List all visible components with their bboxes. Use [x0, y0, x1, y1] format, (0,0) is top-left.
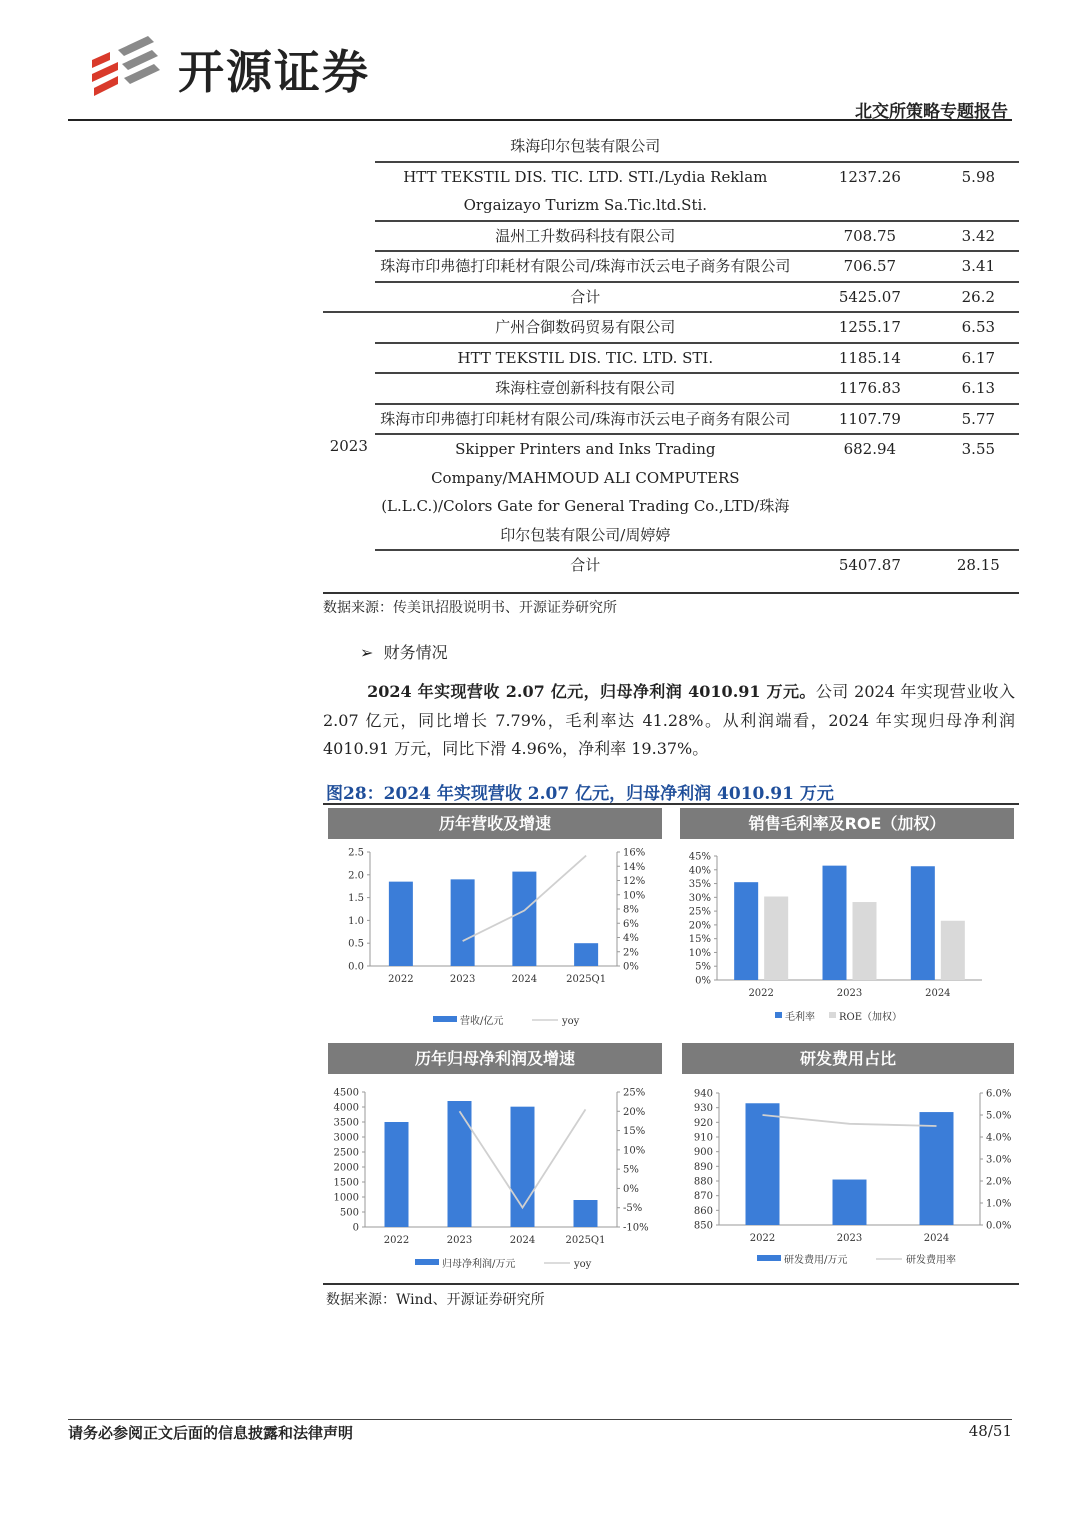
- table-cell-name: HTT TEKSTIL DIS. TIC. LTD. STI.: [375, 343, 796, 374]
- x-tick-label: 2024: [923, 1233, 950, 1244]
- table-cell-name: 珠海柱壹创新科技有限公司: [375, 373, 796, 404]
- y-tick-label-right: 3.0%: [986, 1154, 1012, 1166]
- table-cell-share: 3.42: [944, 221, 1019, 252]
- figure-top-rule: [323, 803, 1019, 805]
- x-tick-label: 2022: [383, 1235, 410, 1246]
- report-type: 北交所策略专题报告: [855, 102, 1008, 122]
- y-tick-label-left: 20%: [688, 920, 711, 932]
- y-tick-label-left: 890: [693, 1161, 713, 1173]
- y-tick-label-left: 860: [693, 1205, 713, 1217]
- table-row-total: [323, 550, 1019, 580]
- x-tick-label: 2023: [836, 988, 863, 999]
- y-tick-label-right: 4.0%: [986, 1132, 1012, 1144]
- bar-毛利率: [911, 866, 935, 980]
- legend-label: 毛利率: [785, 1012, 815, 1023]
- y-tick-label-left: 25%: [688, 906, 711, 918]
- section-heading-text: 财务情况: [383, 643, 448, 662]
- legend-bar-swatch: [829, 1012, 836, 1018]
- legend-bar-swatch: [775, 1012, 782, 1018]
- figure-source: 数据来源：Wind、开源证券研究所: [326, 1292, 545, 1308]
- y-tick-label-right: 14%: [623, 861, 646, 873]
- chart-revenue: [325, 842, 665, 1042]
- chart4-title: 研发费用占比: [682, 1043, 1014, 1074]
- x-tick-label: 2025Q1: [566, 974, 607, 985]
- y-tick-label-left: 1500: [333, 1177, 359, 1189]
- y-tick-label-left: 920: [693, 1117, 713, 1129]
- header-divider: [68, 119, 1012, 121]
- y-tick-label-left: 10%: [688, 947, 711, 959]
- table-cell-amount: 1107.79: [796, 404, 944, 435]
- table-cell-amount: 5407.87: [838, 556, 901, 574]
- bar-营收/亿元: [389, 882, 413, 966]
- y-tick-label-left: 850: [693, 1220, 713, 1232]
- bar-研发费用/万元: [746, 1103, 780, 1225]
- x-tick-label: 2025Q1: [565, 1235, 606, 1246]
- y-tick-label-left: 3500: [333, 1117, 359, 1129]
- y-tick-label-right: 1.0%: [986, 1198, 1012, 1210]
- paragraph-text: 公司 2024 年实现营业收入 2.07 亿元，同比增长 7.79%，毛利率达 41.28%。从利润端看，2024 年实现归母净利润 4010.91 万元，同比下滑 4.96%，净利率 19.37%。: [323, 682, 1015, 758]
- y-tick-label-right: 0%: [623, 961, 639, 973]
- y-tick-label-left: 4500: [333, 1087, 359, 1099]
- legend-label: 研发费用率: [906, 1255, 956, 1266]
- y-tick-label-right: 10%: [623, 890, 646, 902]
- table-cell-name: 合计: [375, 282, 796, 313]
- y-tick-label-left: 30%: [688, 892, 711, 904]
- line-研发费用率: [763, 1115, 937, 1126]
- y-tick-label-left: 870: [693, 1191, 713, 1203]
- y-tick-label-left: 1.0: [348, 915, 364, 927]
- table-row: [323, 404, 1019, 435]
- year-cell: 2023: [329, 437, 368, 455]
- chart-margin-roe: [677, 842, 1017, 1042]
- customer-table: [323, 132, 1019, 580]
- bar-归母净利润/万元: [385, 1122, 409, 1227]
- table-row: [323, 373, 1019, 404]
- table-cell-share: 5.77: [944, 404, 1019, 435]
- y-tick-label-left: 910: [693, 1132, 713, 1144]
- brand-name: 开源证券: [178, 45, 370, 99]
- arrow-bullet-icon: ➢: [360, 643, 374, 662]
- legend-bar-swatch: [433, 1016, 457, 1022]
- y-tick-label-right: -5%: [623, 1203, 643, 1215]
- y-tick-label-right: 25%: [623, 1087, 646, 1099]
- legend-label: 研发费用/万元: [784, 1255, 848, 1266]
- x-tick-label: 2022: [748, 988, 774, 999]
- y-tick-label-left: 3000: [333, 1132, 359, 1144]
- table-cell-name: 温州工升数码科技有限公司: [375, 221, 796, 252]
- table-cell-name: 广州合御数码贸易有限公司: [375, 312, 796, 343]
- y-tick-label-left: 40%: [688, 865, 711, 877]
- y-tick-label-left: 1.5: [348, 893, 364, 905]
- bar-毛利率: [734, 882, 758, 980]
- y-tick-label-left: 0.5: [348, 938, 364, 950]
- y-tick-label-right: 2.0%: [986, 1176, 1012, 1188]
- table-row: [323, 434, 1019, 550]
- y-tick-label-left: 5%: [695, 961, 711, 973]
- table-cell-share: 28.15: [956, 556, 1000, 574]
- legend-label: ROE（加权）: [839, 1012, 903, 1023]
- brand-logo: [88, 30, 168, 100]
- table-cell-share: 6.53: [944, 312, 1019, 343]
- legend-label: yoy: [574, 1259, 592, 1270]
- table-row: [323, 132, 1019, 162]
- y-tick-label-left: 880: [693, 1176, 713, 1188]
- bar-ROE（加权）: [853, 902, 877, 980]
- table-bottom-rule: [323, 592, 1019, 594]
- table-row-total: [323, 282, 1019, 313]
- section-heading: [360, 640, 448, 663]
- bar-归母净利润/万元: [574, 1200, 598, 1227]
- table-cell-name: HTT TEKSTIL DIS. TIC. LTD. STI./Lydia Reklam Orgaizayo Turizm Sa.Tic.ltd.Sti.: [375, 162, 796, 221]
- bar-营收/亿元: [574, 943, 598, 966]
- table-cell-share: 26.2: [944, 282, 1019, 313]
- y-tick-label-right: 8%: [623, 904, 639, 916]
- y-tick-label-left: 2.5: [348, 847, 364, 859]
- table-row: [323, 343, 1019, 374]
- x-tick-label: 2022: [749, 1233, 776, 1244]
- y-tick-label-left: 2000: [333, 1162, 359, 1174]
- x-tick-label: 2023: [836, 1233, 863, 1244]
- y-tick-label-right: 10%: [623, 1145, 646, 1157]
- figure-title: 图28：2024 年实现营收 2.07 亿元，归母净利润 4010.91 万元: [326, 784, 834, 804]
- y-tick-label-right: 4%: [623, 933, 639, 944]
- bar-ROE（加权）: [941, 921, 965, 980]
- table-cell-share: 5.98: [944, 162, 1019, 221]
- bar-营收/亿元: [451, 879, 475, 966]
- chart1-title: 历年营收及增速: [328, 808, 662, 839]
- y-tick-label-left: 500: [339, 1207, 359, 1219]
- bar-研发费用/万元: [833, 1180, 867, 1225]
- bar-营收/亿元: [512, 872, 536, 966]
- y-tick-label-left: 0: [352, 1222, 359, 1234]
- page-number: 48/51: [968, 1422, 1012, 1440]
- table-cell-share: 3.55: [944, 434, 1019, 550]
- y-tick-label-left: 35%: [688, 879, 711, 891]
- y-tick-label-right: 6.0%: [986, 1088, 1012, 1100]
- figure-bottom-rule: [323, 1283, 1019, 1285]
- legend-label: 营收/亿元: [460, 1016, 504, 1027]
- y-tick-label-left: 0.0: [348, 961, 364, 973]
- y-tick-label-right: 5.0%: [986, 1110, 1012, 1122]
- footer-divider: [68, 1419, 1012, 1420]
- y-tick-label-left: 4000: [333, 1102, 359, 1114]
- legend-bar-swatch: [415, 1259, 439, 1265]
- y-tick-label-right: 15%: [623, 1126, 646, 1138]
- logo-mark-icon: [88, 30, 168, 100]
- x-tick-label: 2024: [509, 1235, 536, 1246]
- table-row: [323, 162, 1019, 221]
- table-cell-name: 合计: [570, 556, 601, 574]
- bar-ROE（加权）: [764, 897, 788, 980]
- table-source: 数据来源：传美讯招股说明书、开源证券研究所: [323, 600, 617, 616]
- table-cell-name: 珠海印尔包装有限公司: [375, 132, 796, 162]
- paragraph-lead: 2024 年实现营收 2.07 亿元，归母净利润 4010.91 万元。: [367, 682, 816, 701]
- y-tick-label-right: 5%: [623, 1164, 639, 1176]
- chart-rd-expense: [677, 1077, 1017, 1281]
- x-tick-label: 2024: [511, 974, 538, 985]
- y-tick-label-left: 930: [693, 1103, 713, 1115]
- y-tick-label-left: 15%: [688, 934, 711, 946]
- table-row: [323, 312, 1019, 343]
- table-cell-amount: 5425.07: [796, 282, 944, 313]
- table-cell-amount: 706.57: [796, 251, 944, 282]
- x-tick-label: 2024: [925, 988, 951, 999]
- y-tick-label-left: 900: [693, 1147, 713, 1159]
- y-tick-label-right: 0%: [623, 1183, 639, 1195]
- table-cell-amount: 1237.26: [796, 162, 944, 221]
- y-tick-label-left: 0%: [695, 975, 711, 987]
- table-cell-name: 珠海市印弗德打印耗材有限公司/珠海市沃云电子商务有限公司: [375, 251, 796, 282]
- table-cell-name: 珠海市印弗德打印耗材有限公司/珠海市沃云电子商务有限公司: [375, 404, 796, 435]
- y-tick-label-right: 0.0%: [986, 1220, 1012, 1232]
- body-paragraph: [323, 678, 1015, 764]
- table-row: [323, 251, 1019, 282]
- table-cell-amount: 1176.83: [796, 373, 944, 404]
- table-cell-amount: 1255.17: [796, 312, 944, 343]
- y-tick-label-right: 12%: [623, 876, 646, 887]
- table-cell-share: 3.41: [944, 251, 1019, 282]
- y-tick-label-left: 1000: [333, 1192, 359, 1204]
- x-tick-label: 2023: [446, 1235, 473, 1246]
- table-cell-amount: 708.75: [796, 221, 944, 252]
- x-tick-label: 2023: [449, 974, 476, 985]
- x-tick-label: 2022: [388, 974, 414, 985]
- y-tick-label-right: 6%: [623, 918, 639, 930]
- bar-研发费用/万元: [920, 1112, 954, 1225]
- chart-net-profit: [325, 1077, 665, 1281]
- table-row: [323, 221, 1019, 252]
- legend-bar-swatch: [757, 1255, 781, 1261]
- y-tick-label-right: 20%: [623, 1106, 646, 1118]
- legend-label: 归母净利润/万元: [442, 1259, 516, 1270]
- table-cell-amount: 682.94: [796, 434, 944, 550]
- legend-label: yoy: [562, 1016, 580, 1027]
- y-tick-label-left: 940: [693, 1088, 713, 1100]
- y-tick-label-left: 45%: [688, 851, 711, 863]
- table-cell-share: 6.13: [944, 373, 1019, 404]
- table-cell-share: 6.17: [944, 343, 1019, 374]
- y-tick-label-right: -10%: [623, 1222, 649, 1234]
- y-tick-label-left: 2500: [333, 1147, 359, 1159]
- y-tick-label-left: 2.0: [348, 870, 364, 882]
- y-tick-label-right: 16%: [623, 847, 646, 859]
- y-tick-label-right: 2%: [623, 947, 639, 959]
- table-cell-amount: 1185.14: [796, 343, 944, 374]
- table-cell-share: [944, 132, 1019, 162]
- footer-disclaimer: 请务必参阅正文后面的信息披露和法律声明: [68, 1424, 354, 1442]
- table-cell-amount: [796, 132, 944, 162]
- bar-毛利率: [823, 866, 847, 980]
- bar-归母净利润/万元: [448, 1101, 472, 1227]
- chart3-title: 历年归母净利润及增速: [328, 1043, 662, 1074]
- table-cell-name: Skipper Printers and Inks Trading Company/MAHMOUD ALI COMPUTERS (L.L.C.)/Colors Gate for General Trading Co.,LTD/珠海印尔包装有限公司/周婷婷: [375, 434, 796, 550]
- chart2-title: 销售毛利率及ROE（加权）: [680, 808, 1014, 839]
